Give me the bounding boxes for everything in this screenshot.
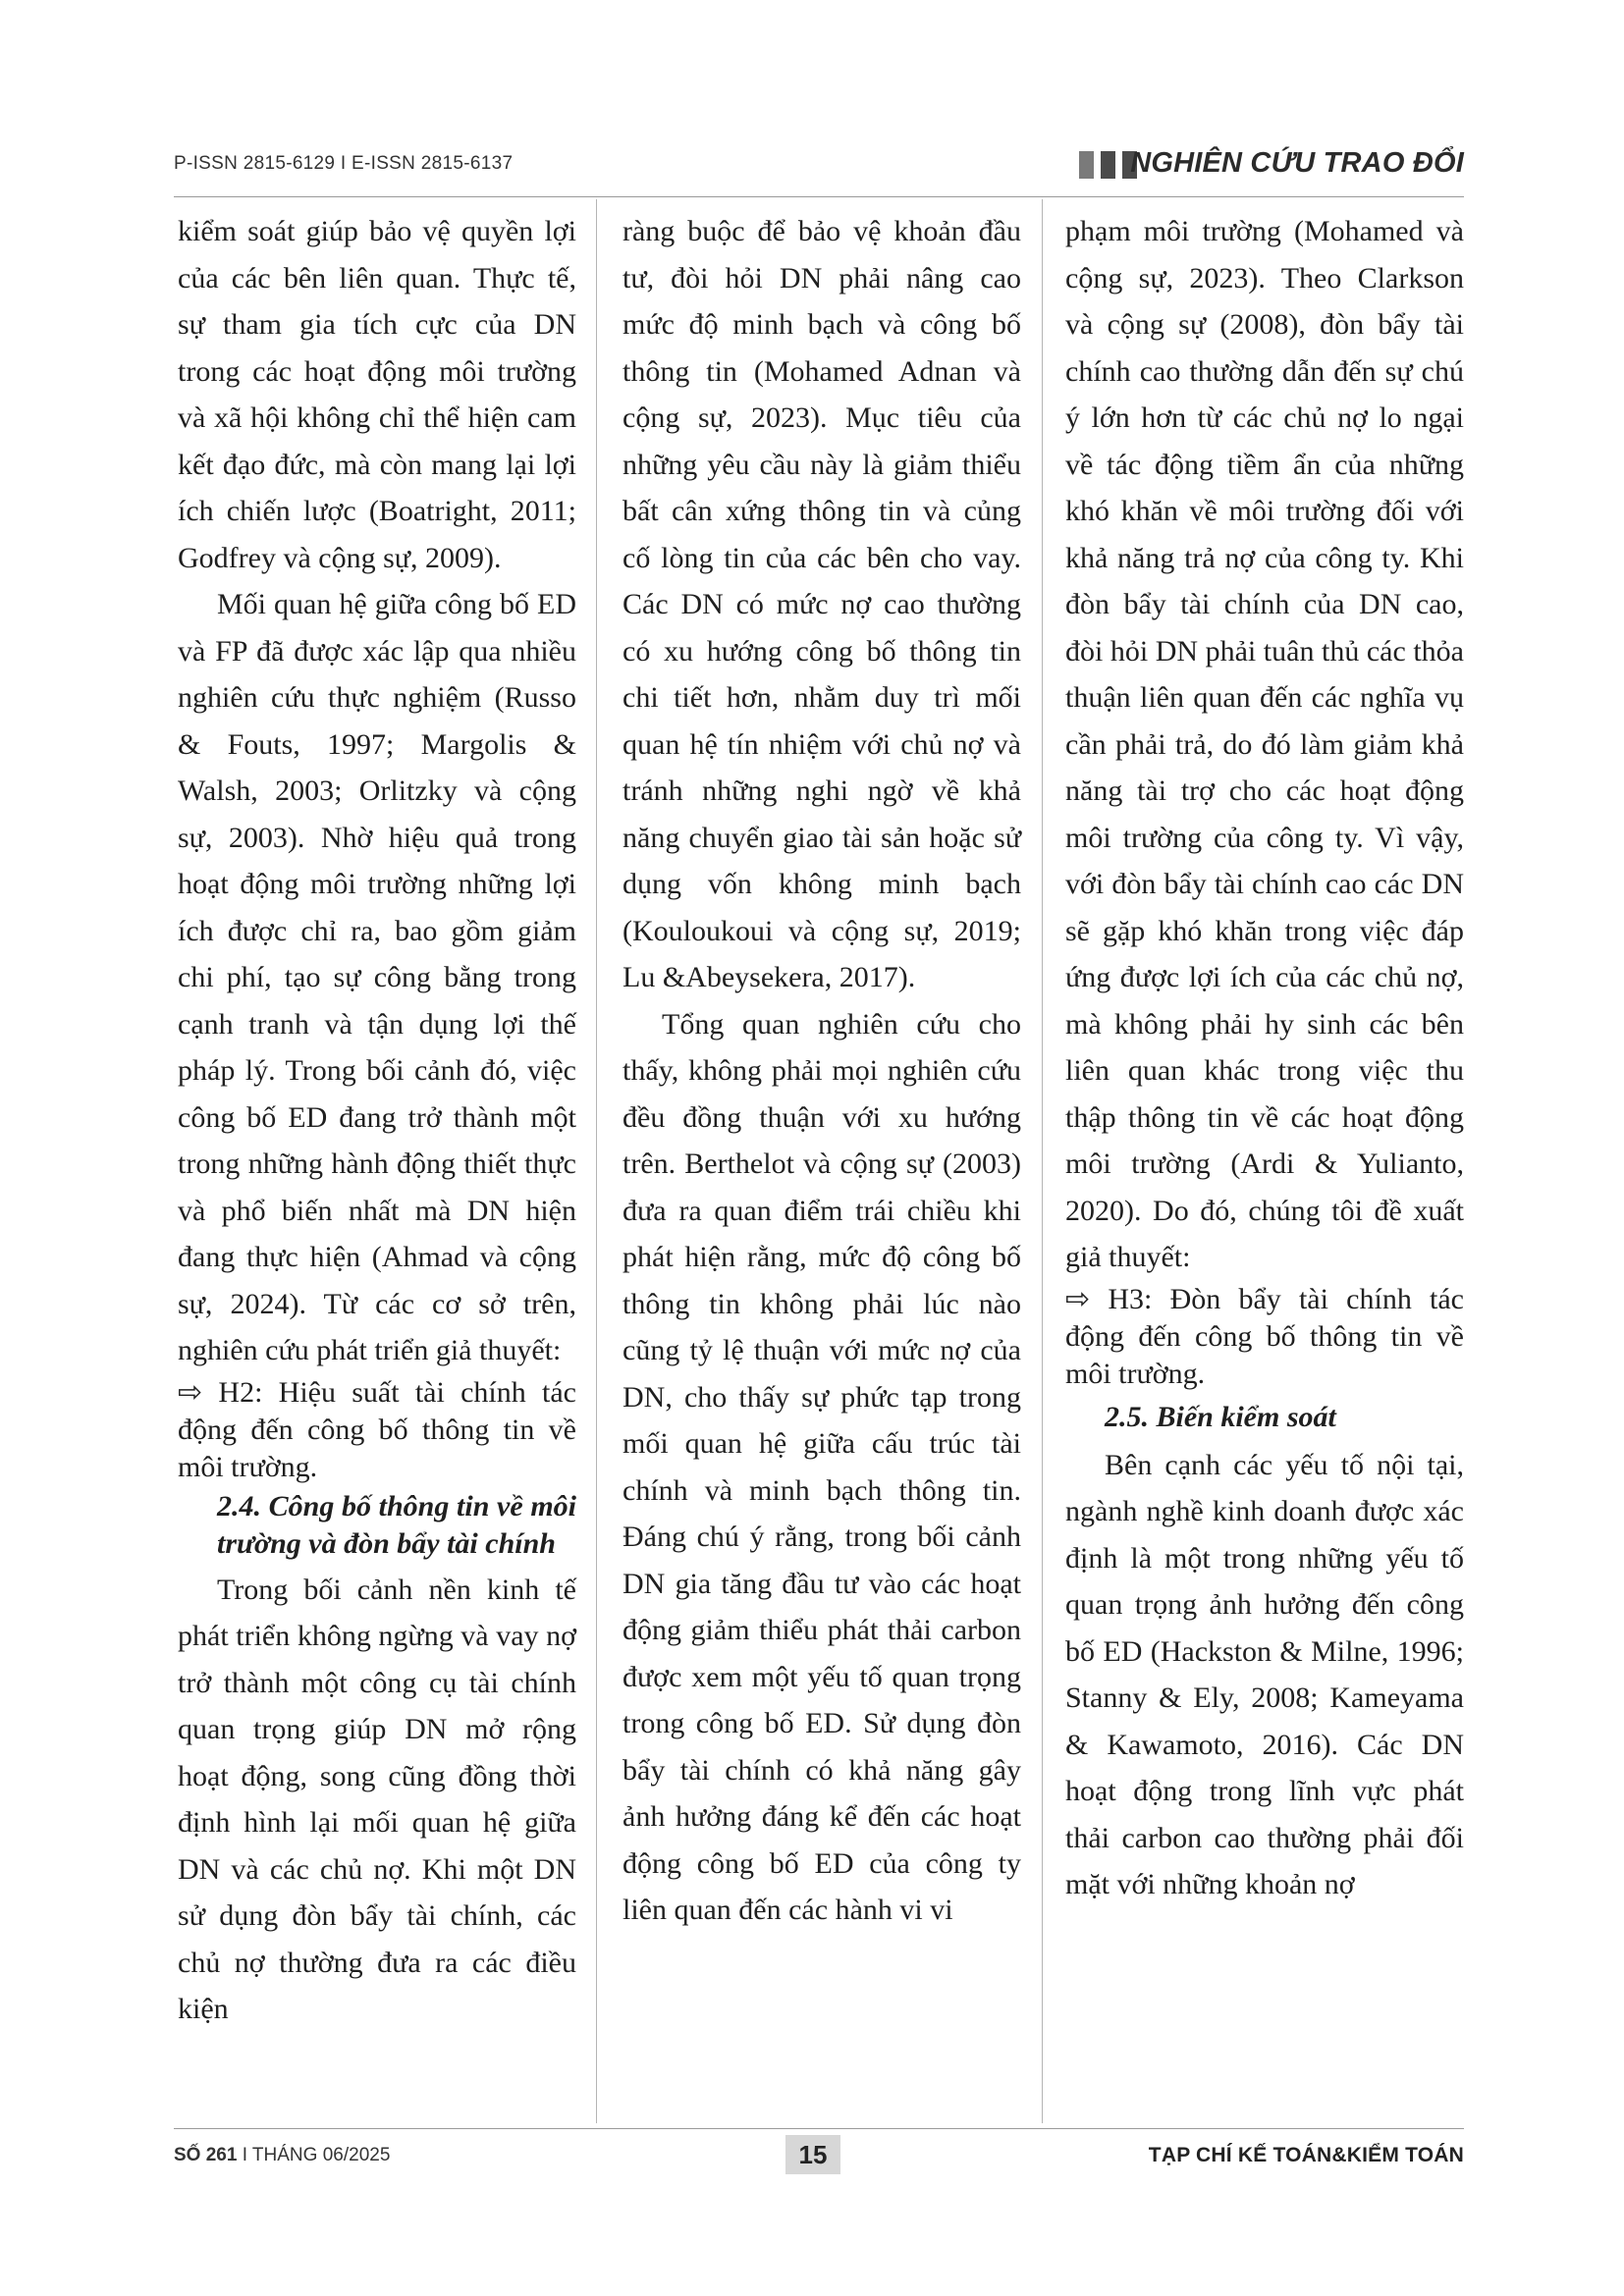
issn-text: P-ISSN 2815-6129 I E-ISSN 2815-6137 <box>174 153 514 174</box>
paragraph: Mối quan hệ giữa công bố ED và FP đã được xác lập qua nhiều nghiên cứu thực nghiệm (Russo & Fouts, 1997; Margolis & Walsh, 2003; Orlitzky và cộng sự, 2003). Nhờ hiệu quả trong hoạt động môi trường những lợi ích được chỉ ra, bao gồm giảm chi phí, tạo sự công bằng trong cạnh tranh và tận dụng lợi thế pháp lý. Trong bối cảnh đó, việc công bố ED đang trở thành một trong những hành động thiết thực và phổ biến nhất mà DN hiện đang thực hiện (Ahmad và cộng sự, 2024). Từ các cơ sở trên, nghiên cứu phát triển giả thuyết: <box>178 588 576 1366</box>
journal-name: TẠP CHÍ KẾ TOÁN&KIỂM TOÁN <box>1148 2144 1464 2166</box>
column-divider <box>596 199 597 2123</box>
column-right <box>1065 208 1464 1908</box>
paragraph: Trong bối cảnh nền kinh tế phát triển không ngừng và vay nợ trở thành một công cụ tài chính quan trọng giúp DN mở rộng hoạt động, song cũng đồng thời định hình lại mối quan hệ giữa DN và các chủ nợ. Khi một DN sử dụng đòn bẩy tài chính, các chủ nợ thường đưa ra các điều kiện <box>178 1573 576 2025</box>
section-heading-2-5: 2.5. Biến kiểm soát <box>1105 1400 1336 1433</box>
page-footer <box>174 2135 1464 2174</box>
section-title: NGHIÊN CỨU TRAO ĐỔI <box>1130 147 1464 179</box>
issue-number: SỐ 261 <box>174 2145 238 2165</box>
section-marker-bars <box>1079 151 1137 179</box>
paragraph: Tổng quan nghiên cứu cho thấy, không phải mọi nghiên cứu đều đồng thuận với xu hướng trên. Berthelot và cộng sự (2003) đưa ra quan điểm trái chiều khi phát hiện rằng, mức độ công bố thông tin không phải lúc nào cũng tỷ lệ thuận với mức nợ của DN, cho thấy sự phức tạp trong mối quan hệ giữa cấu trúc tài chính và minh bạch thông tin. Đáng chú ý rằng, trong bối cảnh DN gia tăng đầu tư vào các hoạt động giảm thiểu phát thải carbon được xem một yếu tố quan trọng trong công bố ED. Sử dụng đòn bẩy tài chính có khả năng gây ảnh hưởng đáng kể đến các hoạt động công bố ED của công ty liên quan đến các hành vi vi <box>623 1007 1021 1926</box>
column-middle <box>623 208 1021 1934</box>
paragraph: ràng buộc để bảo vệ khoản đầu tư, đòi hỏi DN phải nâng cao mức độ minh bạch và công bố thông tin (Mohamed Adnan và cộng sự, 2023). Mục tiêu của những yêu cầu này là giảm thiểu bất cân xứng thông tin và củng cố lòng tin của các bên cho vay. Các DN có mức nợ cao thường có xu hướng công bố thông tin chi tiết hơn, nhằm duy trì mối quan hệ tín nhiệm với chủ nợ và tránh những nghi ngờ về khả năng chuyển giao tài sản hoặc sử dụng vốn không minh bạch (Kouloukoui và cộng sự, 2019; Lu &Abeysekera, 2017). <box>623 215 1021 993</box>
column-left <box>178 208 576 2033</box>
page-number: 15 <box>785 2135 840 2174</box>
page-header <box>174 147 1464 192</box>
issue-month: I THÁNG 06/2025 <box>237 2145 391 2165</box>
header-rule <box>174 196 1464 197</box>
hypothesis-h3: ⇨ H3: Đòn bẩy tài chính tác động đến công bố thông tin về môi trường. <box>1065 1282 1464 1390</box>
issue-info <box>174 2145 390 2166</box>
paragraph: kiểm soát giúp bảo vệ quyền lợi của các bên liên quan. Thực tế, sự tham gia tích cực của DN trong các hoạt động môi trường và xã hội không chỉ thể hiện cam kết đạo đức, mà còn mang lại lợi ích chiến lược (Boatright, 2011; Godfrey và cộng sự, 2009). <box>178 215 576 574</box>
section-heading-2-4: 2.4. Công bố thông tin về môi trường và đòn bẩy tài chính <box>217 1489 576 1560</box>
column-divider <box>1042 199 1043 2123</box>
marker-bar <box>1079 151 1094 179</box>
footer-rule <box>174 2128 1464 2129</box>
marker-bar <box>1101 151 1115 179</box>
paragraph: phạm môi trường (Mohamed và cộng sự, 2023). Theo Clarkson và cộng sự (2008), đòn bẩy tài chính cao thường dẫn đến sự chú ý lớn hơn từ các chủ nợ lo ngại về tác động tiềm ẩn của những khó khăn về môi trường đối với khả năng trả nợ của công ty. Khi đòn bẩy tài chính của DN cao, đòi hỏi DN phải tuân thủ các thỏa thuận liên quan đến các nghĩa vụ cần phải trả, do đó làm giảm khả năng tài trợ cho các hoạt động môi trường của công ty. Vì vậy, với đòn bẩy tài chính cao các DN sẽ gặp khó khăn trong việc đáp ứng được lợi ích của các chủ nợ, mà không phải hy sinh các bên liên quan khác trong việc thu thập thông tin về các hoạt động môi trường (Ardi & Yulianto, 2020). Do đó, chúng tôi đề xuất giả thuyết: <box>1065 215 1464 1273</box>
hypothesis-h2: ⇨ H2: Hiệu suất tài chính tác động đến công bố thông tin về môi trường. <box>178 1375 576 1483</box>
paragraph: Bên cạnh các yếu tố nội tại, ngành nghề kinh doanh được xác định là một trong những yếu tố quan trọng ảnh hưởng đến công bố ED (Hackston & Milne, 1996; Stanny & Ely, 2008; Kameyama & Kawamoto, 2016). Các DN hoạt động trong lĩnh vực phát thải carbon cao thường phải đối mặt với những khoản nợ <box>1065 1448 1464 1900</box>
